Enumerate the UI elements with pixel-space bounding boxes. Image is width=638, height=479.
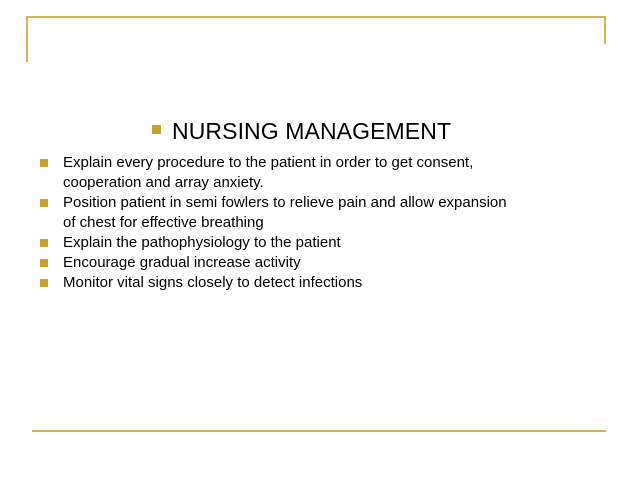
list-item — [40, 253, 620, 273]
slide-title-text: NURSING MANAGEMENT — [172, 118, 452, 144]
top-border-line — [26, 16, 606, 18]
square-bullet-icon — [40, 259, 48, 267]
list-item — [40, 233, 620, 253]
bullet-list — [40, 153, 620, 293]
square-bullet-icon — [152, 125, 161, 134]
list-item-text: Explain the pathophysiology to the patient — [63, 234, 341, 251]
square-bullet-icon — [40, 279, 48, 287]
right-border-line — [604, 16, 606, 44]
square-bullet-icon — [40, 199, 48, 207]
square-bullet-icon — [40, 159, 48, 167]
list-item-text: Explain every procedure to the patient in order to get consent, cooperation and array anxiety. — [63, 154, 474, 191]
list-item-text: Position patient in semi fowlers to relieve pain and allow expansion of chest for effective breathing — [63, 194, 507, 231]
list-item — [40, 193, 620, 233]
list-item-text: Encourage gradual increase activity — [63, 254, 301, 271]
bottom-border-line — [32, 430, 606, 432]
list-item — [40, 153, 620, 193]
list-item-text: Monitor vital signs closely to detect infections — [63, 274, 363, 291]
left-border-line — [26, 16, 28, 62]
list-item — [40, 273, 620, 293]
square-bullet-icon — [40, 239, 48, 247]
